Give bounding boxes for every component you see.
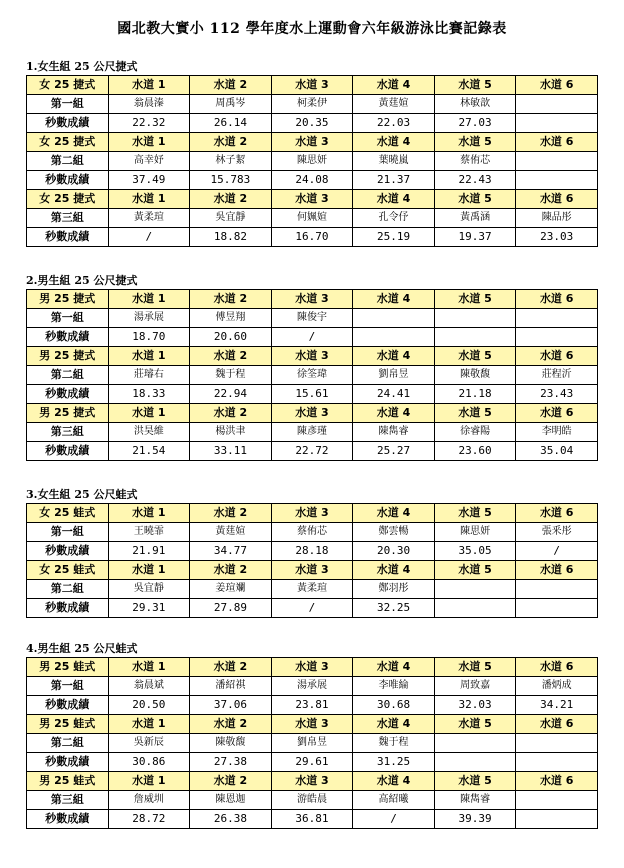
lane-header: 水道 3 bbox=[271, 658, 353, 677]
swimmer-name: 黃莛媗 bbox=[353, 95, 435, 114]
swimmer-name: 陳敬馥 bbox=[434, 366, 516, 385]
lane-header: 水道 5 bbox=[434, 715, 516, 734]
lane-header: 水道 5 bbox=[434, 347, 516, 366]
swimmer-name: 詹威圳 bbox=[108, 791, 190, 810]
swim-time bbox=[516, 171, 598, 190]
swim-time: 35.05 bbox=[434, 542, 516, 561]
swimmer-name: 翁晨斌 bbox=[108, 677, 190, 696]
swim-time: 26.38 bbox=[190, 810, 272, 829]
lane-header: 水道 3 bbox=[271, 133, 353, 152]
swimmer-name: 湯承展 bbox=[108, 309, 190, 328]
section-title: 2.男生組 25 公尺捷式 bbox=[26, 274, 138, 287]
swim-time: 28.18 bbox=[271, 542, 353, 561]
swim-times-row bbox=[27, 442, 598, 461]
group-label: 第二組 bbox=[27, 580, 109, 599]
swim-time: 23.03 bbox=[516, 228, 598, 247]
time-label: 秒數成績 bbox=[27, 385, 109, 404]
results-table bbox=[26, 289, 598, 461]
swimmer-name bbox=[516, 152, 598, 171]
swim-time bbox=[516, 599, 598, 618]
lane-header: 水道 6 bbox=[516, 504, 598, 523]
swim-time: 22.43 bbox=[434, 171, 516, 190]
swim-time: 20.60 bbox=[190, 328, 272, 347]
lane-header: 水道 3 bbox=[271, 404, 353, 423]
lane-header: 水道 6 bbox=[516, 658, 598, 677]
swim-time: 32.03 bbox=[434, 696, 516, 715]
lane-header: 水道 1 bbox=[108, 561, 190, 580]
lane-header: 水道 4 bbox=[353, 658, 435, 677]
lane-header: 水道 6 bbox=[516, 347, 598, 366]
swim-times-row bbox=[27, 385, 598, 404]
swim-time: / bbox=[271, 328, 353, 347]
swimmer-name: 陳恩迦 bbox=[190, 791, 272, 810]
heat-header-row bbox=[27, 133, 598, 152]
lane-header: 水道 4 bbox=[353, 504, 435, 523]
swim-time bbox=[516, 810, 598, 829]
time-label: 秒數成績 bbox=[27, 599, 109, 618]
group-label: 第一組 bbox=[27, 677, 109, 696]
swimmer-name bbox=[353, 309, 435, 328]
swim-time: 34.77 bbox=[190, 542, 272, 561]
swim-time: 22.72 bbox=[271, 442, 353, 461]
swim-time: 21.91 bbox=[108, 542, 190, 561]
swimmer-name: 孔令伃 bbox=[353, 209, 435, 228]
time-label: 秒數成績 bbox=[27, 114, 109, 133]
swimmer-name: 蔡侑芯 bbox=[434, 152, 516, 171]
time-label: 秒數成績 bbox=[27, 696, 109, 715]
swim-time: 24.08 bbox=[271, 171, 353, 190]
group-label: 第一組 bbox=[27, 95, 109, 114]
swim-time: 30.68 bbox=[353, 696, 435, 715]
event-label: 女 25 蛙式 bbox=[27, 561, 109, 580]
heat-header-row bbox=[27, 76, 598, 95]
time-label: 秒數成績 bbox=[27, 328, 109, 347]
swimmer-names-row bbox=[27, 309, 598, 328]
swimmer-name: 高紹曦 bbox=[353, 791, 435, 810]
swimmer-name bbox=[516, 95, 598, 114]
lane-header: 水道 2 bbox=[190, 404, 272, 423]
swimmer-name: 黃莛媗 bbox=[190, 523, 272, 542]
heat-header-row bbox=[27, 561, 598, 580]
time-label: 秒數成績 bbox=[27, 810, 109, 829]
swim-time bbox=[434, 753, 516, 772]
swim-time bbox=[434, 599, 516, 618]
swimmer-names-row bbox=[27, 791, 598, 810]
swimmer-name: 陳敬馥 bbox=[190, 734, 272, 753]
swim-time: 15.783 bbox=[190, 171, 272, 190]
lane-header: 水道 2 bbox=[190, 76, 272, 95]
swimmer-name bbox=[434, 580, 516, 599]
heat-header-row bbox=[27, 290, 598, 309]
group-label: 第二組 bbox=[27, 152, 109, 171]
swimmer-name: 吳宜靜 bbox=[108, 580, 190, 599]
lane-header: 水道 6 bbox=[516, 772, 598, 791]
swim-time bbox=[516, 753, 598, 772]
section-title: 3.女生組 25 公尺蛙式 bbox=[26, 488, 138, 501]
swimmer-name: 魏于程 bbox=[353, 734, 435, 753]
swim-time: 20.30 bbox=[353, 542, 435, 561]
heat-header-row bbox=[27, 658, 598, 677]
lane-header: 水道 4 bbox=[353, 290, 435, 309]
swimmer-name: 周致嘉 bbox=[434, 677, 516, 696]
lane-header: 水道 1 bbox=[108, 658, 190, 677]
swim-time: 23.81 bbox=[271, 696, 353, 715]
swim-time: 18.82 bbox=[190, 228, 272, 247]
heat-header-row bbox=[27, 190, 598, 209]
lane-header: 水道 2 bbox=[190, 347, 272, 366]
swim-times-row bbox=[27, 753, 598, 772]
swimmer-name: 楊洪聿 bbox=[190, 423, 272, 442]
swim-time: 15.61 bbox=[271, 385, 353, 404]
lane-header: 水道 5 bbox=[434, 772, 516, 791]
swim-times-row bbox=[27, 542, 598, 561]
swimmer-name: 徐筌瑋 bbox=[271, 366, 353, 385]
lane-header: 水道 1 bbox=[108, 190, 190, 209]
swimmer-names-row bbox=[27, 152, 598, 171]
lane-header: 水道 2 bbox=[190, 772, 272, 791]
swim-time bbox=[516, 328, 598, 347]
swim-time: 28.72 bbox=[108, 810, 190, 829]
event-label: 男 25 捷式 bbox=[27, 404, 109, 423]
swim-time: 36.81 bbox=[271, 810, 353, 829]
swim-time: 22.94 bbox=[190, 385, 272, 404]
lane-header: 水道 1 bbox=[108, 772, 190, 791]
swim-time: 26.14 bbox=[190, 114, 272, 133]
heat-header-row bbox=[27, 347, 598, 366]
swimmer-name: 林子絜 bbox=[190, 152, 272, 171]
swimmer-name: 鄭羽彤 bbox=[353, 580, 435, 599]
section-title: 4.男生組 25 公尺蛙式 bbox=[26, 642, 138, 655]
swim-times-row bbox=[27, 696, 598, 715]
swimmer-name: 黃柔瑄 bbox=[108, 209, 190, 228]
results-table bbox=[26, 657, 598, 829]
swimmer-name: 李唯綸 bbox=[353, 677, 435, 696]
swim-time: 23.60 bbox=[434, 442, 516, 461]
swim-time: / bbox=[271, 599, 353, 618]
swim-time: 33.11 bbox=[190, 442, 272, 461]
event-label: 男 25 蛙式 bbox=[27, 772, 109, 791]
swim-time: 18.70 bbox=[108, 328, 190, 347]
swim-time: 21.54 bbox=[108, 442, 190, 461]
swim-time: 27.38 bbox=[190, 753, 272, 772]
swim-time: 20.50 bbox=[108, 696, 190, 715]
lane-header: 水道 3 bbox=[271, 290, 353, 309]
event-label: 女 25 蛙式 bbox=[27, 504, 109, 523]
event-label: 男 25 捷式 bbox=[27, 347, 109, 366]
lane-header: 水道 4 bbox=[353, 133, 435, 152]
swimmer-name bbox=[434, 734, 516, 753]
page-title: 國北教大實小 112 學年度水上運動會六年級游泳比賽記錄表 bbox=[117, 21, 507, 37]
lane-header: 水道 6 bbox=[516, 404, 598, 423]
swim-time: 27.89 bbox=[190, 599, 272, 618]
lane-header: 水道 1 bbox=[108, 290, 190, 309]
time-label: 秒數成績 bbox=[27, 753, 109, 772]
swim-time bbox=[434, 328, 516, 347]
swimmer-names-row bbox=[27, 734, 598, 753]
swimmer-name bbox=[516, 309, 598, 328]
swimmer-name: 翁晨溱 bbox=[108, 95, 190, 114]
lane-header: 水道 1 bbox=[108, 715, 190, 734]
lane-header: 水道 4 bbox=[353, 404, 435, 423]
lane-header: 水道 5 bbox=[434, 658, 516, 677]
lane-header: 水道 6 bbox=[516, 561, 598, 580]
swimmer-name bbox=[516, 791, 598, 810]
swim-time: 25.27 bbox=[353, 442, 435, 461]
lane-header: 水道 5 bbox=[434, 76, 516, 95]
lane-header: 水道 4 bbox=[353, 190, 435, 209]
lane-header: 水道 4 bbox=[353, 561, 435, 580]
lane-header: 水道 4 bbox=[353, 347, 435, 366]
event-label: 男 25 捷式 bbox=[27, 290, 109, 309]
event-label: 女 25 捷式 bbox=[27, 133, 109, 152]
swimmer-name: 何姵媗 bbox=[271, 209, 353, 228]
swim-times-row bbox=[27, 228, 598, 247]
swimmer-names-row bbox=[27, 580, 598, 599]
swim-times-row bbox=[27, 328, 598, 347]
swim-time: 21.18 bbox=[434, 385, 516, 404]
swim-time: 22.03 bbox=[353, 114, 435, 133]
lane-header: 水道 5 bbox=[434, 504, 516, 523]
group-label: 第一組 bbox=[27, 523, 109, 542]
swim-time bbox=[516, 114, 598, 133]
swimmer-name: 蔡侑芯 bbox=[271, 523, 353, 542]
swimmer-name: 洪昊維 bbox=[108, 423, 190, 442]
swimmer-name: 陳思妍 bbox=[271, 152, 353, 171]
lane-header: 水道 4 bbox=[353, 76, 435, 95]
lane-header: 水道 3 bbox=[271, 504, 353, 523]
section-girls-breaststroke bbox=[26, 488, 598, 618]
lane-header: 水道 1 bbox=[108, 347, 190, 366]
swimmer-name: 劉帛昱 bbox=[271, 734, 353, 753]
swimmer-name: 黃禹涵 bbox=[434, 209, 516, 228]
lane-header: 水道 5 bbox=[434, 404, 516, 423]
event-label: 男 25 蛙式 bbox=[27, 658, 109, 677]
swimmer-name: 潘炳成 bbox=[516, 677, 598, 696]
swim-time: 32.25 bbox=[353, 599, 435, 618]
swimmer-name: 陳雋睿 bbox=[434, 791, 516, 810]
event-label: 男 25 蛙式 bbox=[27, 715, 109, 734]
swim-time: / bbox=[108, 228, 190, 247]
swimmer-name: 陳品彤 bbox=[516, 209, 598, 228]
lane-header: 水道 3 bbox=[271, 561, 353, 580]
swimmer-name: 張釆彤 bbox=[516, 523, 598, 542]
swim-times-row bbox=[27, 810, 598, 829]
swim-times-row bbox=[27, 114, 598, 133]
swimmer-name: 周禹岑 bbox=[190, 95, 272, 114]
section-girls-freestyle bbox=[26, 60, 598, 247]
swim-time: 23.43 bbox=[516, 385, 598, 404]
lane-header: 水道 4 bbox=[353, 715, 435, 734]
swim-time: 34.21 bbox=[516, 696, 598, 715]
swimmer-name: 莊程沂 bbox=[516, 366, 598, 385]
lane-header: 水道 2 bbox=[190, 504, 272, 523]
group-label: 第一組 bbox=[27, 309, 109, 328]
swimmer-name: 高幸妤 bbox=[108, 152, 190, 171]
swim-time: 39.39 bbox=[434, 810, 516, 829]
lane-header: 水道 6 bbox=[516, 133, 598, 152]
lane-header: 水道 2 bbox=[190, 290, 272, 309]
swim-time: 21.37 bbox=[353, 171, 435, 190]
swim-time: 31.25 bbox=[353, 753, 435, 772]
lane-header: 水道 5 bbox=[434, 190, 516, 209]
swimmer-name: 陳雋睿 bbox=[353, 423, 435, 442]
swimmer-names-row bbox=[27, 366, 598, 385]
swimmer-names-row bbox=[27, 523, 598, 542]
group-label: 第二組 bbox=[27, 734, 109, 753]
time-label: 秒數成績 bbox=[27, 542, 109, 561]
swim-time: 19.37 bbox=[434, 228, 516, 247]
heat-header-row bbox=[27, 715, 598, 734]
lane-header: 水道 3 bbox=[271, 347, 353, 366]
lane-header: 水道 2 bbox=[190, 561, 272, 580]
swim-time bbox=[353, 328, 435, 347]
swimmer-name: 劉帛昱 bbox=[353, 366, 435, 385]
swimmer-names-row bbox=[27, 423, 598, 442]
swim-time: 24.41 bbox=[353, 385, 435, 404]
lane-header: 水道 1 bbox=[108, 133, 190, 152]
swim-time: 22.32 bbox=[108, 114, 190, 133]
swimmer-name: 葉曉嵐 bbox=[353, 152, 435, 171]
lane-header: 水道 5 bbox=[434, 290, 516, 309]
lane-header: 水道 2 bbox=[190, 133, 272, 152]
swim-time: 29.31 bbox=[108, 599, 190, 618]
swim-time: 37.49 bbox=[108, 171, 190, 190]
swim-time: / bbox=[516, 542, 598, 561]
lane-header: 水道 5 bbox=[434, 133, 516, 152]
results-table bbox=[26, 75, 598, 247]
lane-header: 水道 3 bbox=[271, 715, 353, 734]
swimmer-names-row bbox=[27, 95, 598, 114]
swim-time: 37.06 bbox=[190, 696, 272, 715]
swimmer-name: 陳思妍 bbox=[434, 523, 516, 542]
group-label: 第三組 bbox=[27, 423, 109, 442]
swimmer-name: 莊璿右 bbox=[108, 366, 190, 385]
swim-time: 30.86 bbox=[108, 753, 190, 772]
heat-header-row bbox=[27, 772, 598, 791]
lane-header: 水道 5 bbox=[434, 561, 516, 580]
swimmer-name: 鄭雲暢 bbox=[353, 523, 435, 542]
lane-header: 水道 6 bbox=[516, 715, 598, 734]
lane-header: 水道 6 bbox=[516, 190, 598, 209]
lane-header: 水道 4 bbox=[353, 772, 435, 791]
swimmer-name bbox=[434, 309, 516, 328]
swimmer-name: 陳俊宇 bbox=[271, 309, 353, 328]
lane-header: 水道 2 bbox=[190, 715, 272, 734]
swimmer-name: 魏于程 bbox=[190, 366, 272, 385]
time-label: 秒數成績 bbox=[27, 442, 109, 461]
lane-header: 水道 3 bbox=[271, 76, 353, 95]
swim-time: 20.35 bbox=[271, 114, 353, 133]
swimmer-name: 傅昱翔 bbox=[190, 309, 272, 328]
lane-header: 水道 1 bbox=[108, 404, 190, 423]
swim-time: 18.33 bbox=[108, 385, 190, 404]
swimmer-name: 姜瑄斕 bbox=[190, 580, 272, 599]
swim-times-row bbox=[27, 171, 598, 190]
lane-header: 水道 3 bbox=[271, 772, 353, 791]
heat-header-row bbox=[27, 504, 598, 523]
section-boys-freestyle bbox=[26, 274, 598, 461]
group-label: 第二組 bbox=[27, 366, 109, 385]
lane-header: 水道 2 bbox=[190, 658, 272, 677]
group-label: 第三組 bbox=[27, 791, 109, 810]
swimmer-name: 游皓晨 bbox=[271, 791, 353, 810]
swimmer-name: 柯柔伊 bbox=[271, 95, 353, 114]
time-label: 秒數成績 bbox=[27, 228, 109, 247]
swimmer-name: 徐睿陽 bbox=[434, 423, 516, 442]
swim-time: 25.19 bbox=[353, 228, 435, 247]
swimmer-names-row bbox=[27, 209, 598, 228]
swimmer-name bbox=[516, 580, 598, 599]
swim-time: 35.04 bbox=[516, 442, 598, 461]
event-label: 女 25 捷式 bbox=[27, 76, 109, 95]
lane-header: 水道 3 bbox=[271, 190, 353, 209]
swimmer-name: 吳新辰 bbox=[108, 734, 190, 753]
swimmer-name: 李明皓 bbox=[516, 423, 598, 442]
swimmer-name: 林敏歆 bbox=[434, 95, 516, 114]
swimmer-name: 陳彥瑾 bbox=[271, 423, 353, 442]
swim-time: 16.70 bbox=[271, 228, 353, 247]
swimmer-name: 黃柔瑄 bbox=[271, 580, 353, 599]
lane-header: 水道 2 bbox=[190, 190, 272, 209]
lane-header: 水道 6 bbox=[516, 290, 598, 309]
section-title: 1.女生組 25 公尺捷式 bbox=[26, 60, 138, 73]
swim-time: / bbox=[353, 810, 435, 829]
swimmer-name: 湯承展 bbox=[271, 677, 353, 696]
lane-header: 水道 1 bbox=[108, 504, 190, 523]
swimmer-name: 潘紹祺 bbox=[190, 677, 272, 696]
swimmer-name: 王曉霏 bbox=[108, 523, 190, 542]
swim-times-row bbox=[27, 599, 598, 618]
group-label: 第三組 bbox=[27, 209, 109, 228]
swim-time: 27.03 bbox=[434, 114, 516, 133]
swimmer-names-row bbox=[27, 677, 598, 696]
swimmer-name bbox=[516, 734, 598, 753]
results-table bbox=[26, 503, 598, 618]
heat-header-row bbox=[27, 404, 598, 423]
event-label: 女 25 捷式 bbox=[27, 190, 109, 209]
lane-header: 水道 6 bbox=[516, 76, 598, 95]
swimmer-name: 吳宜靜 bbox=[190, 209, 272, 228]
time-label: 秒數成績 bbox=[27, 171, 109, 190]
section-boys-breaststroke bbox=[26, 642, 598, 829]
swim-time: 29.61 bbox=[271, 753, 353, 772]
lane-header: 水道 1 bbox=[108, 76, 190, 95]
